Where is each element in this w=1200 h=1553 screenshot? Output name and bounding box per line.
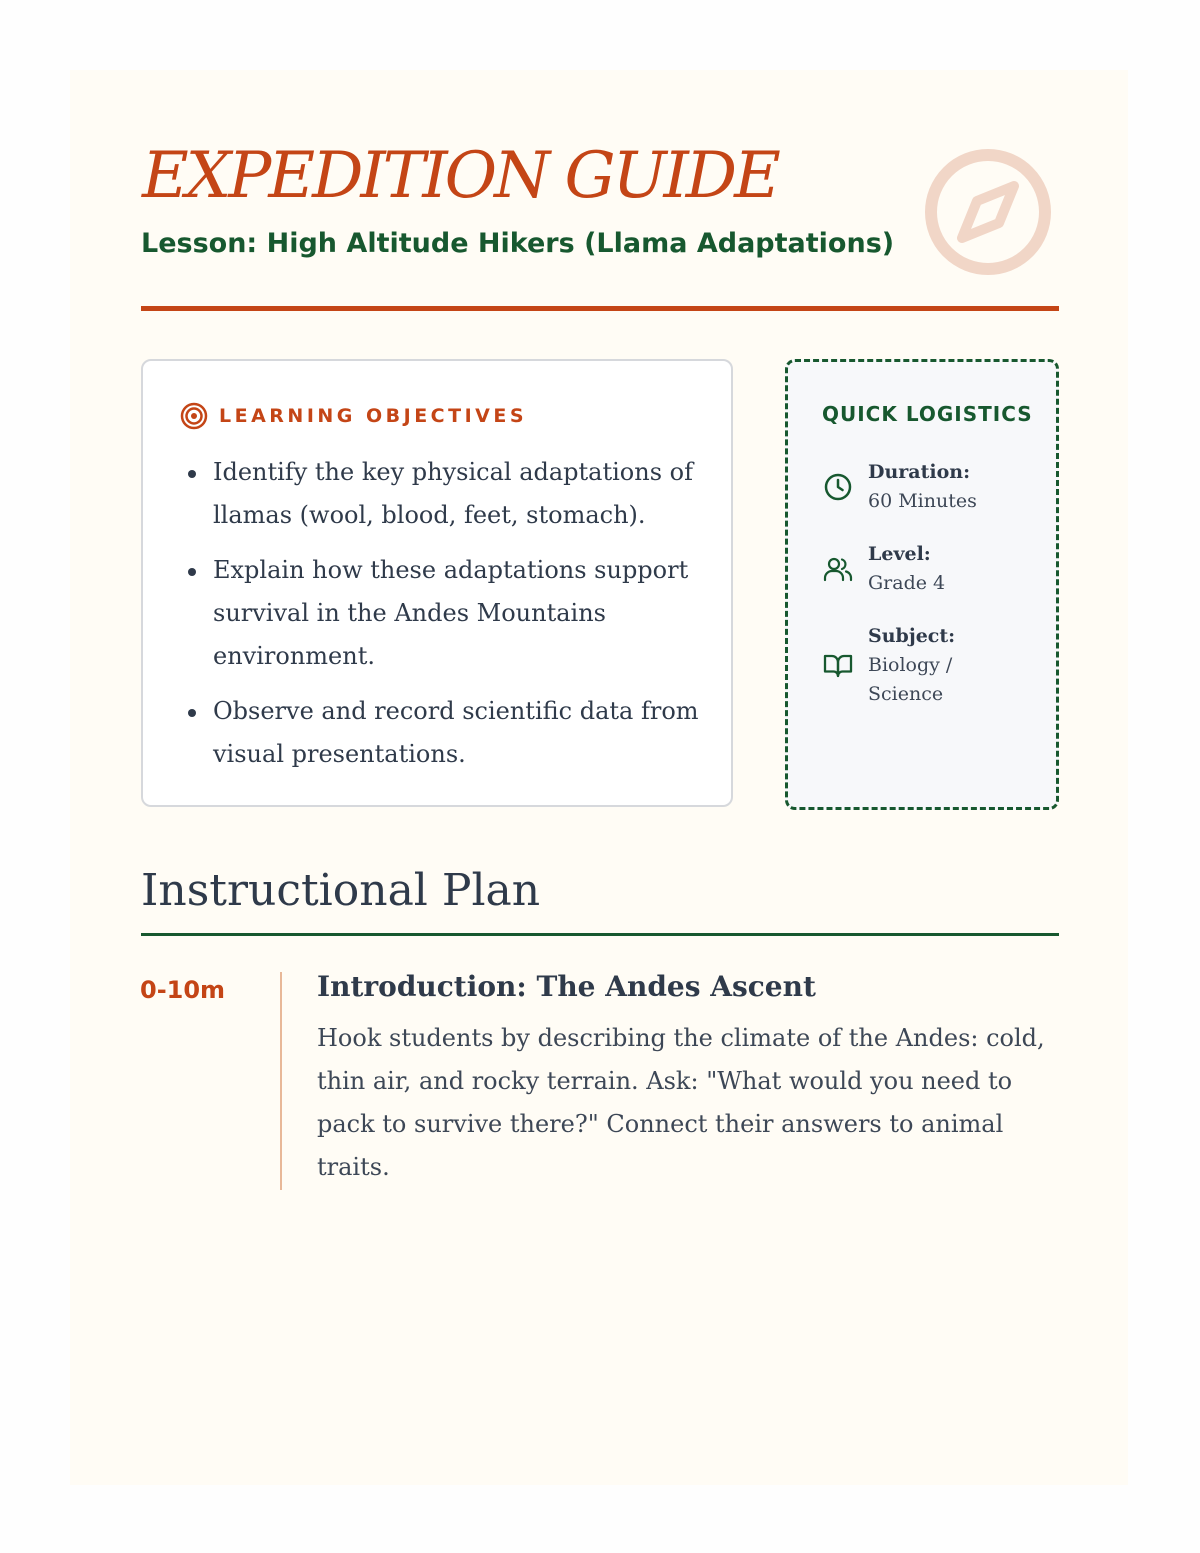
objectives-heading-label: LEARNING OBJECTIVES [219,405,528,427]
logistics-duration [822,457,988,516]
lesson-page [70,70,1128,1485]
step-description: Hook students by describing the climate of the Andes: cold, thin air, and rocky terrain. Ask: "What would you need to pack to survive there?" Connect their answers to animal traits. [317,1024,1045,1181]
book-icon [822,649,854,681]
compass-icon [922,146,1054,278]
logistics-value: Grade 4 [868,572,946,594]
objectives-heading [179,401,527,431]
logistics-value: 60 Minutes [868,490,977,512]
quick-logistics-card [785,359,1059,810]
logistics-heading: QUICK LOGISTICS [822,402,1033,426]
clock-icon [822,471,854,503]
step-title: Introduction: The Andes Ascent [317,970,816,1003]
logistics-value: Biology / Science [868,654,953,705]
header-divider [141,306,1059,311]
logistics-label: Level: [868,543,931,565]
page-title: EXPEDITION GUIDE [142,139,778,213]
objective-item: Explain how these adaptations support survival in the Andes Mountains environment. [213,549,713,678]
users-icon [822,553,854,585]
target-icon [179,401,209,431]
logistics-label: Subject: [868,625,956,647]
logistics-level [822,539,988,598]
objectives-list [213,451,713,788]
timeline-line [280,972,282,1190]
logistics-subject [822,621,988,709]
lesson-subtitle: Lesson: High Altitude Hikers (Llama Adaptations) [141,228,895,259]
plan-divider [141,933,1059,936]
logistics-label: Duration: [868,461,971,483]
objective-item: Observe and record scientific data from visual presentations. [213,690,713,776]
step-time: 0-10m [140,976,226,1004]
objective-item: Identify the key physical adaptations of llamas (wool, blood, feet, stomach). [213,451,713,537]
learning-objectives-card [141,359,733,807]
instructional-plan-heading: Instructional Plan [141,865,541,916]
